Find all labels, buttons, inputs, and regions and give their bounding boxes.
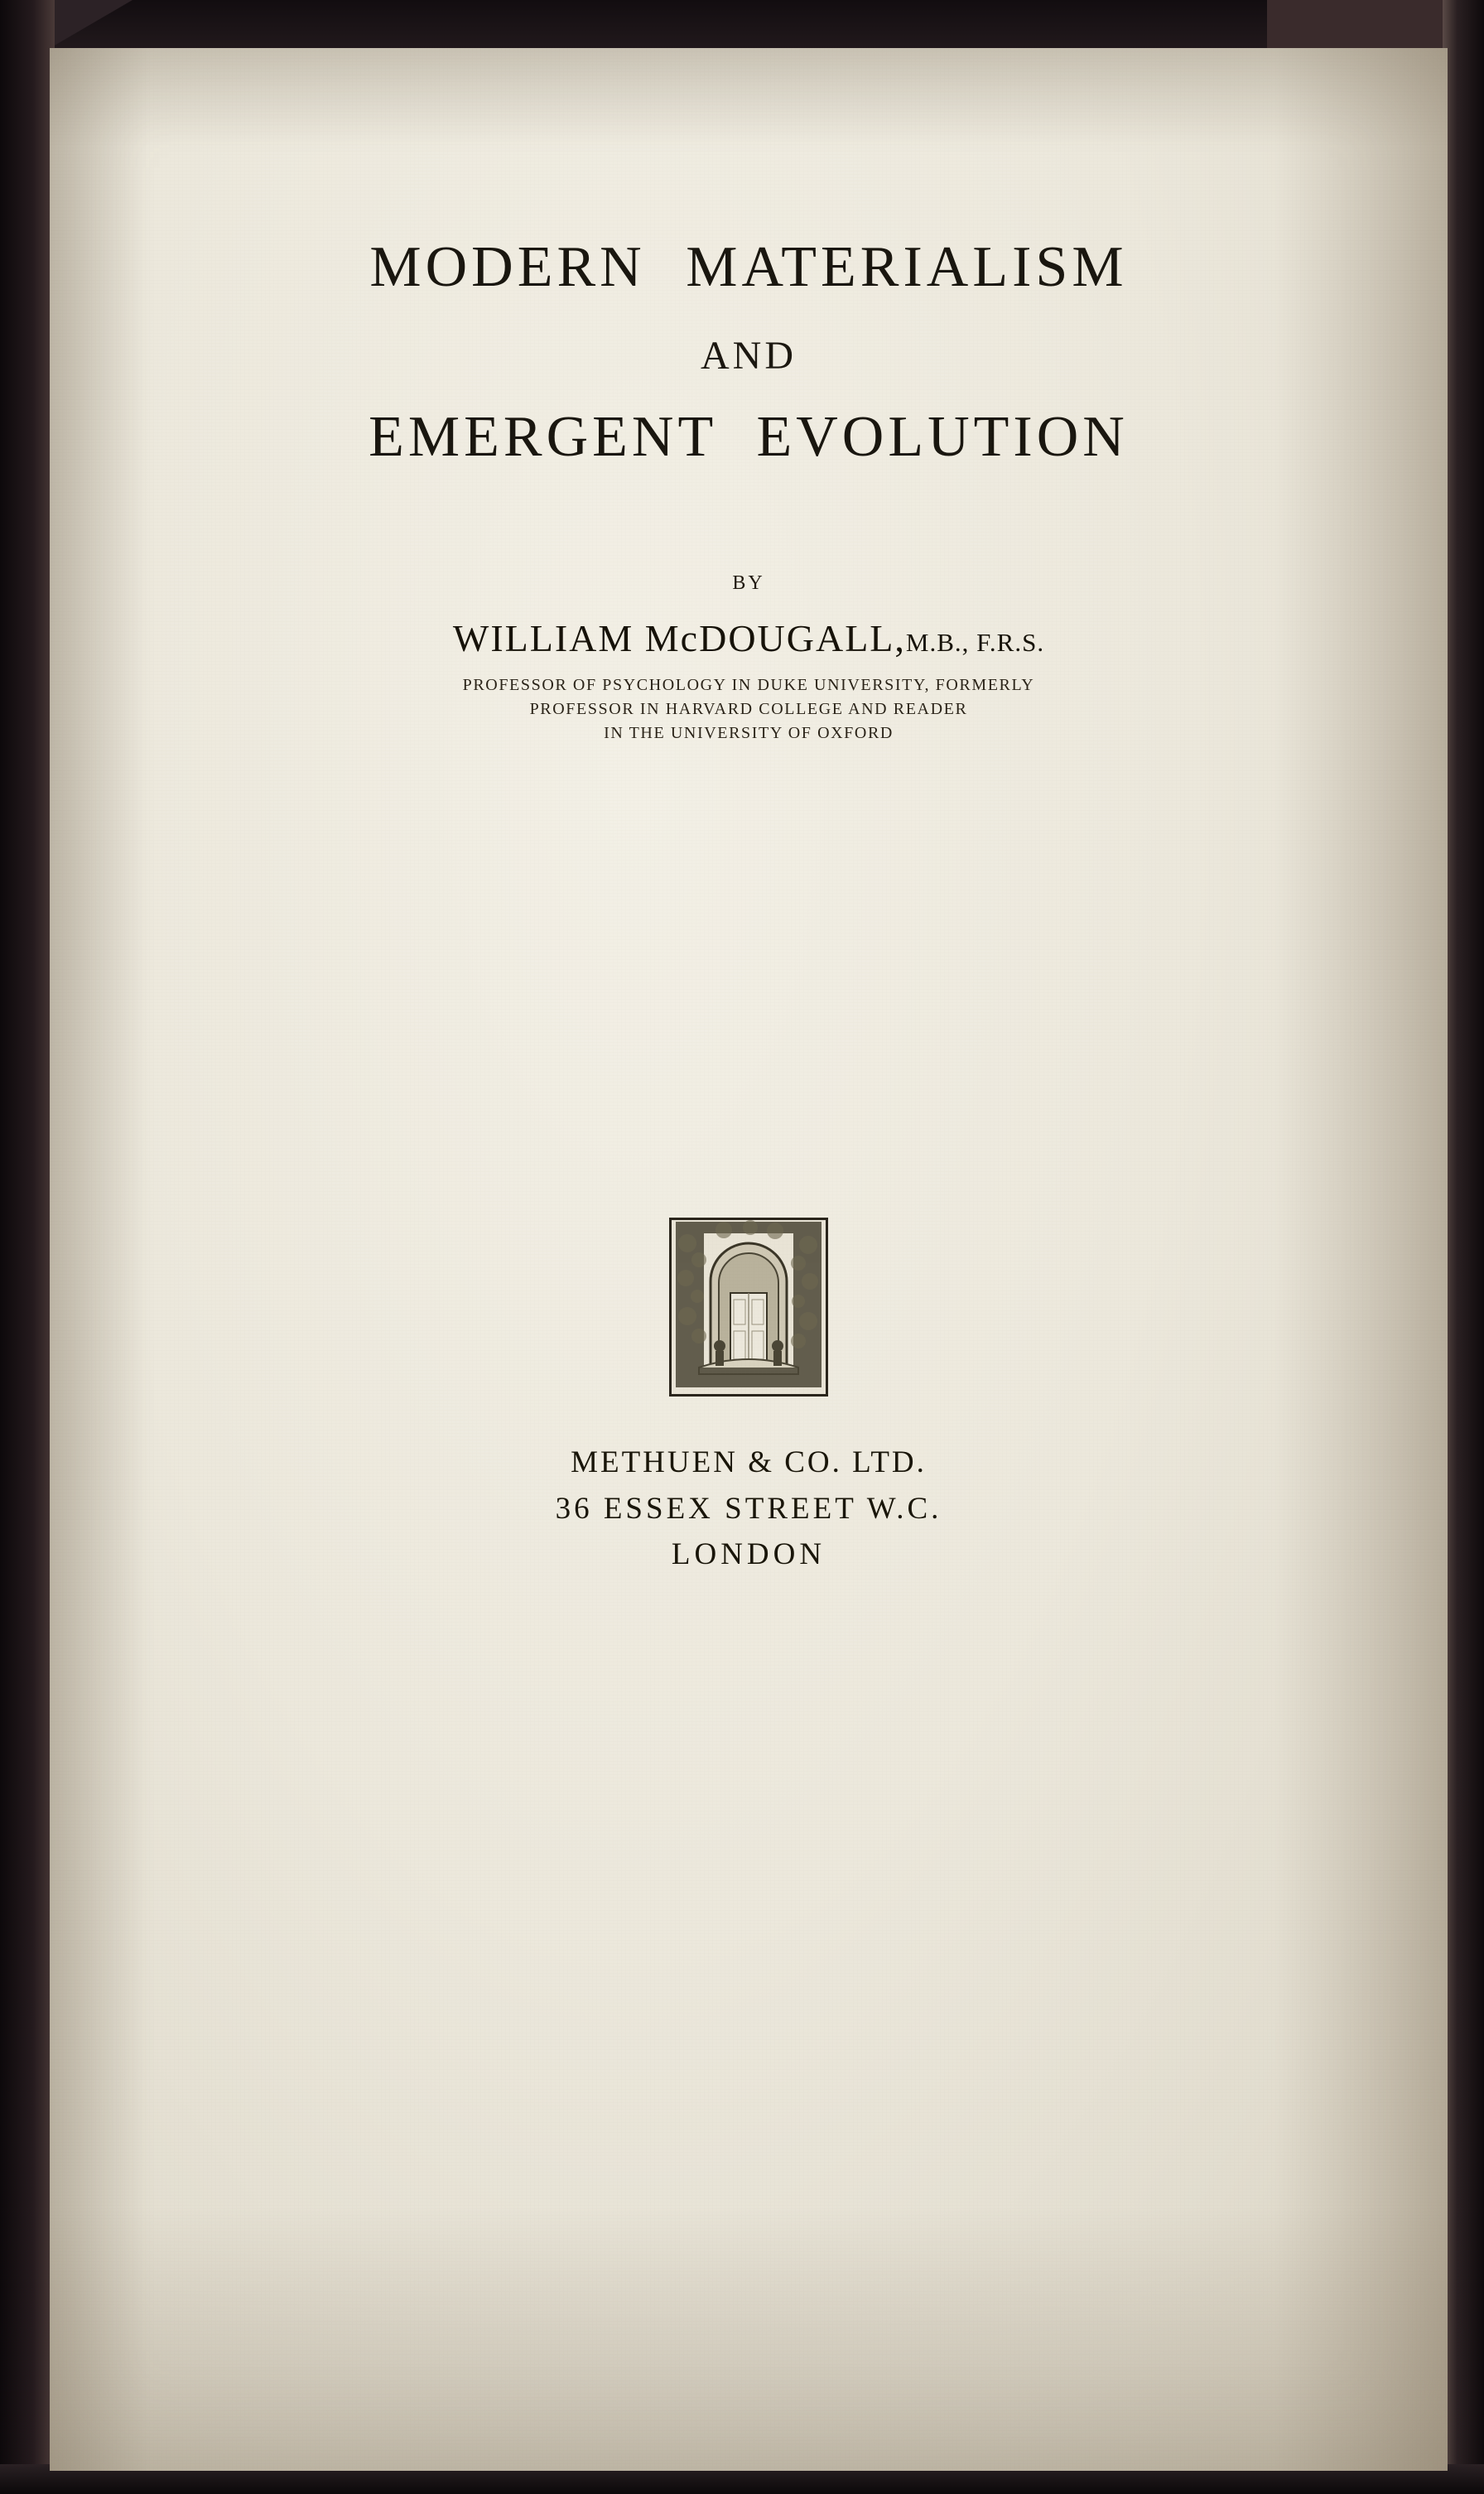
author-full-name: WILLIAM McDOUGALL, xyxy=(452,617,906,659)
title-line-1: MODERN MATERIALISM xyxy=(369,235,1128,299)
imprint-address: 36 ESSEX STREET W.C. xyxy=(555,1491,942,1526)
author-affiliation xyxy=(50,673,1448,745)
doorway-engraving-icon xyxy=(674,1220,823,1389)
title-line-2: EMERGENT EVOLUTION xyxy=(369,405,1129,469)
title-conjunction: AND xyxy=(701,334,797,378)
publisher-device-frame xyxy=(669,1218,828,1397)
affiliation-line-2: PROFESSOR IN HARVARD COLLEGE AND READER xyxy=(529,700,968,718)
background-right-edge xyxy=(1443,0,1484,2494)
by-label: BY xyxy=(732,572,765,594)
author-postnominals: M.B., F.R.S. xyxy=(905,628,1045,657)
publisher-imprint xyxy=(50,1440,1448,1578)
affiliation-line-1: PROFESSOR OF PSYCHOLOGY IN DUKE UNIVERSITY, FORMERLY xyxy=(462,676,1035,694)
title-page-content xyxy=(50,48,1448,1578)
background-left-edge xyxy=(0,0,55,2494)
publisher-device xyxy=(50,1218,1448,1397)
title-page xyxy=(50,48,1448,2471)
page-shading-bottom xyxy=(50,2206,1448,2471)
author-name xyxy=(50,616,1448,660)
imprint-publisher: METHUEN & CO. LTD. xyxy=(571,1445,927,1479)
imprint-city: LONDON xyxy=(671,1537,826,1571)
affiliation-line-3: IN THE UNIVERSITY OF OXFORD xyxy=(604,724,894,742)
book-title xyxy=(50,235,1448,469)
